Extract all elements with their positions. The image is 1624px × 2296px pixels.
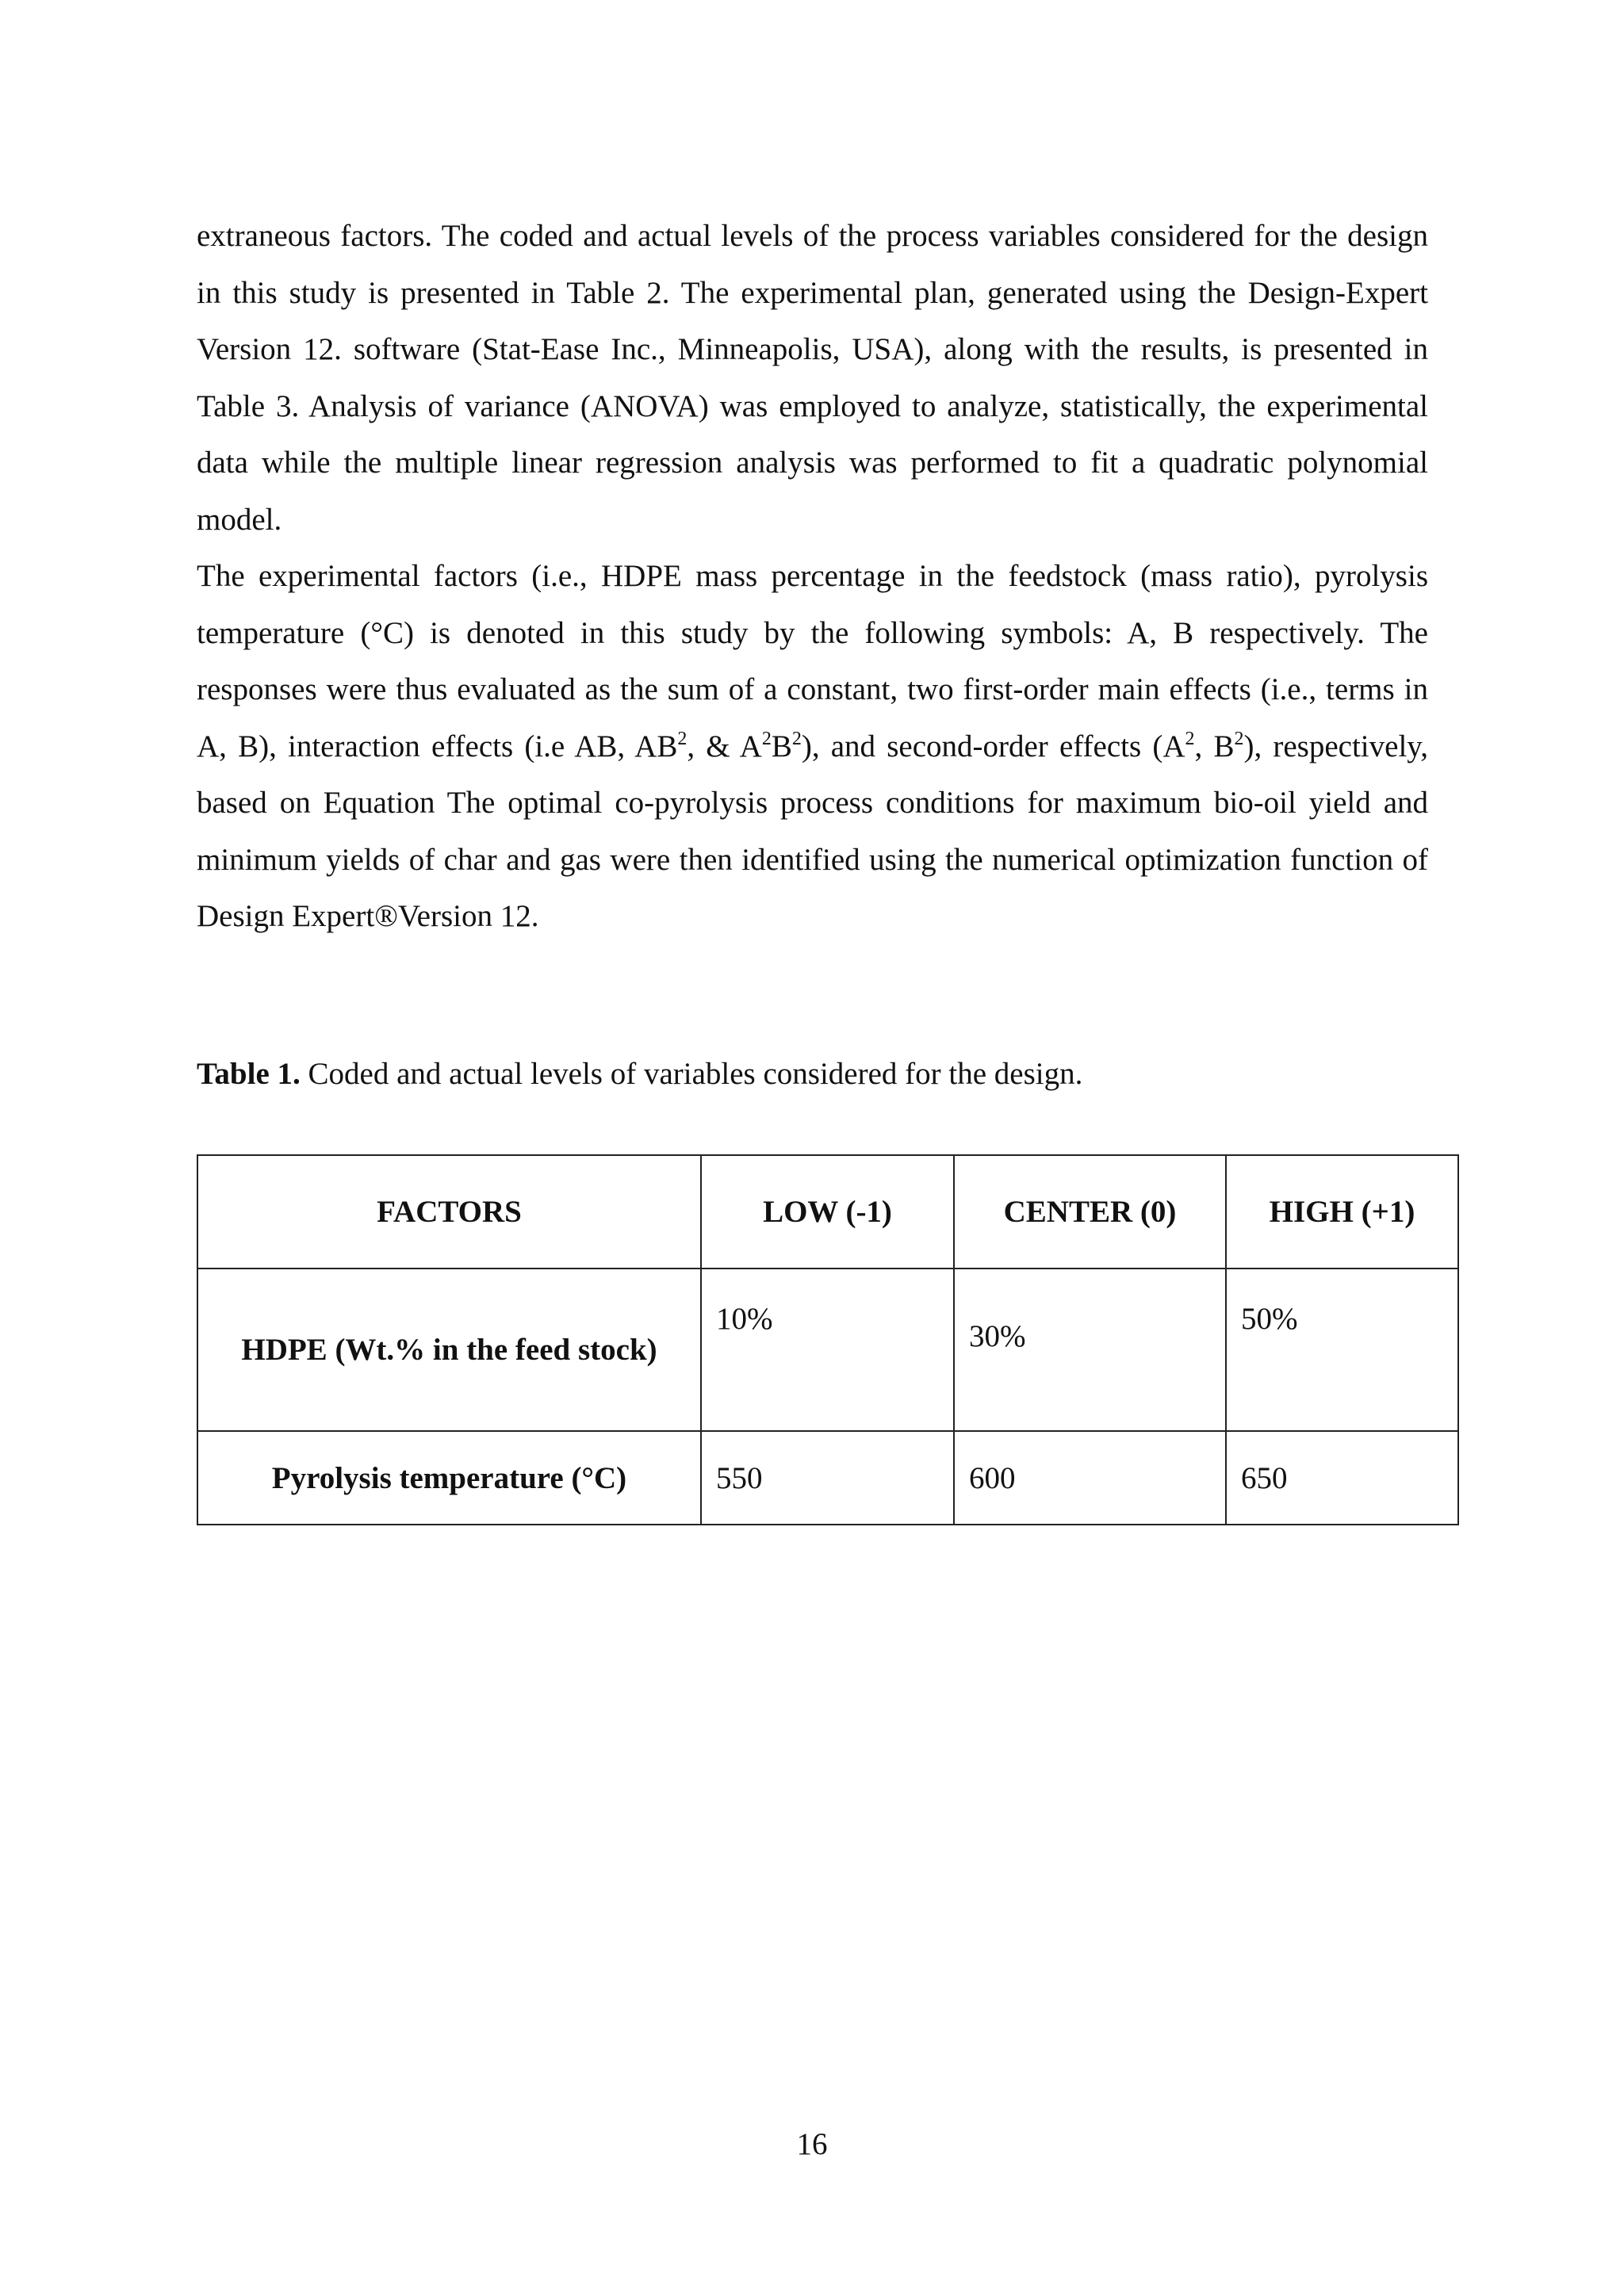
superscript: 2 xyxy=(1185,728,1195,749)
header-factors: FACTORS xyxy=(197,1155,701,1269)
center-cell: 30% xyxy=(954,1269,1226,1431)
table-caption xyxy=(197,1054,1082,1094)
factor-cell: Pyrolysis temperature (°C) xyxy=(197,1431,701,1525)
superscript: 2 xyxy=(677,728,688,749)
text-run: , B xyxy=(1194,729,1235,763)
high-cell: 50% xyxy=(1226,1269,1458,1431)
high-cell: 650 xyxy=(1226,1431,1458,1525)
superscript: 2 xyxy=(1234,728,1244,749)
body-text xyxy=(197,208,1428,945)
text-run: B xyxy=(771,729,792,763)
low-cell: 10% xyxy=(701,1269,954,1431)
header-low: LOW (-1) xyxy=(701,1155,954,1269)
text-run: ), respectively, based on Equation The optimal co-pyrolysis process conditions for maximum bio-oil yield and minimum yields of char and gas were then identified using the numerical optimization function of Design Expert®Version 12. xyxy=(197,729,1428,933)
center-cell: 600 xyxy=(954,1431,1226,1525)
table-row xyxy=(197,1269,1458,1431)
text-run: ), and second-order effects (A xyxy=(801,729,1185,763)
text-run: The experimental factors (i.e., HDPE mass percentage in the feedstock (mass ratio), pyrolysis temperature (°C) is denoted in this study by the following symbols: A, B respectively. The responses were thus evaluated as the sum of a constant, two first-order main effects (i.e., terms in A, B), interaction effects (i.e AB, AB xyxy=(197,559,1428,763)
paragraph-factors xyxy=(197,548,1428,945)
header-center: CENTER (0) xyxy=(954,1155,1226,1269)
table-header-row xyxy=(197,1155,1458,1269)
superscript: 2 xyxy=(761,728,772,749)
table-caption-text: Coded and actual levels of variables considered for the design. xyxy=(300,1057,1083,1091)
paragraph-methods: extraneous factors. The coded and actual levels of the process variables considered for the design in this study is presented in Table 2. The experimental plan, generated using the Design-Expert Version 12. software (Stat-Ease Inc., Minneapolis, USA), along with the results, is presented in Table 3. Analysis of variance (ANOVA) was employed to analyze, statistically, the experimental data while the multiple linear regression analysis was performed to fit a quadratic polynomial model. xyxy=(197,219,1428,537)
superscript: 2 xyxy=(791,728,802,749)
text-run: , & A xyxy=(687,729,762,763)
table-row xyxy=(197,1431,1458,1525)
low-cell: 550 xyxy=(701,1431,954,1525)
factors-table xyxy=(197,1154,1459,1525)
table-caption-label: Table 1. xyxy=(197,1057,301,1091)
page-number: 16 xyxy=(796,2127,828,2161)
factor-cell: HDPE (Wt.% in the feed stock) xyxy=(197,1269,701,1431)
header-high: HIGH (+1) xyxy=(1226,1155,1458,1269)
